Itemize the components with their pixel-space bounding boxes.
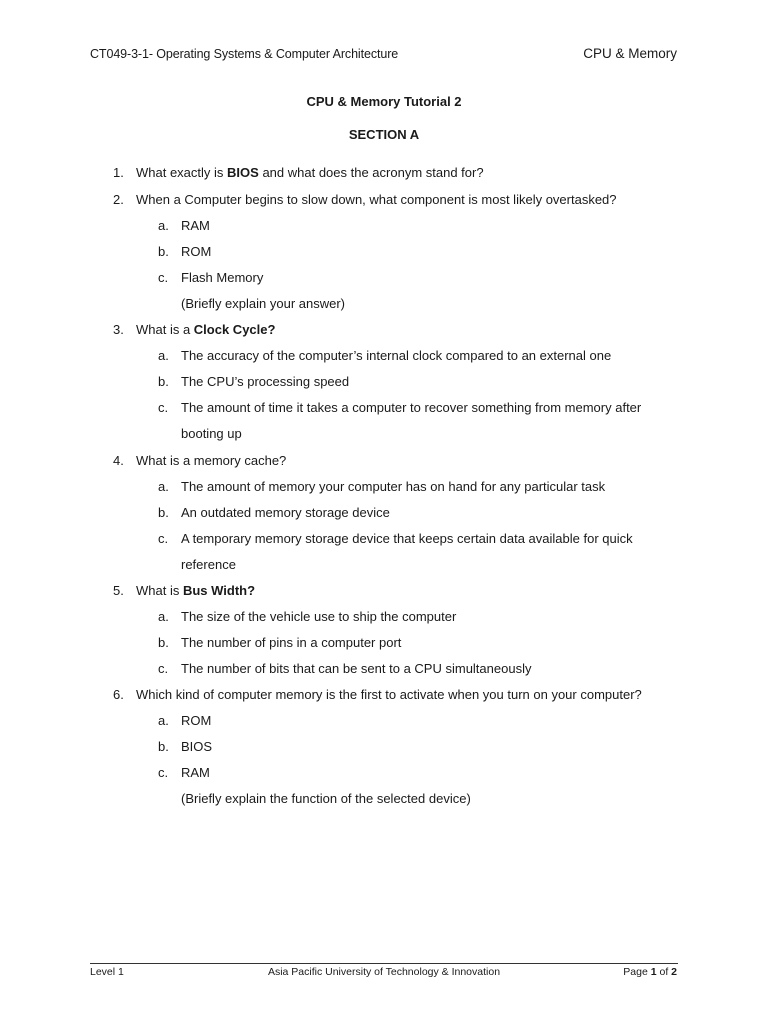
section-title: SECTION A [348,127,420,142]
question-number: 4. [113,453,124,468]
option-letter: a. [158,348,169,363]
option-text: The amount of time it takes a computer to recover something from memory after [181,400,642,415]
option-letter: c. [158,270,169,285]
option-letter: a. [158,218,169,233]
question-note: (Briefly explain your answer) [181,296,346,311]
option-text: The amount of memory your computer has on hand for any particular task [181,479,606,494]
header-course: CT049-3-1- Operating Systems & Computer Architecture [90,47,399,61]
footer-page-number: Page 1 of 2 [623,966,677,978]
question-text: When a Computer begins to slow down, what component is most likely overtasked? [136,192,617,207]
question-text: What is a Clock Cycle? [136,322,276,337]
question-note: (Briefly explain the function of the selected device) [181,791,471,806]
tutorial-title: CPU & Memory Tutorial 2 [306,94,462,109]
option-letter: c. [158,400,169,415]
option-text: The CPU’s processing speed [181,374,350,389]
option-text: The accuracy of the computer’s internal clock compared to an external one [181,348,612,363]
question-text: What is a memory cache? [136,453,287,468]
question-number: 5. [113,583,124,598]
option-text: A temporary memory storage device that keeps certain data available for quick [181,531,633,546]
question-number: 6. [113,687,124,702]
option-text: The number of pins in a computer port [181,635,402,650]
option-letter: b. [158,244,169,259]
option-text: ROM [181,244,212,259]
option-letter: a. [158,479,169,494]
option-text: Flash Memory [181,270,264,285]
option-letter: c. [158,765,169,780]
question-text: What exactly is BIOS and what does the acronym stand for? [136,165,484,180]
question-number: 3. [113,322,124,337]
option-letter: b. [158,635,169,650]
option-letter: a. [158,713,169,728]
question-number: 2. [113,192,124,207]
option-letter: b. [158,505,169,520]
footer-level: Level 1 [90,966,124,978]
option-letter: a. [158,609,169,624]
option-letter: c. [158,661,169,676]
option-text: An outdated memory storage device [181,505,390,520]
option-text: The number of bits that can be sent to a CPU simultaneously [181,661,532,676]
option-letter: c. [158,531,169,546]
footer-institution: Asia Pacific University of Technology & Innovation [267,966,501,978]
option-text-continued: booting up [181,426,242,441]
option-letter: b. [158,374,169,389]
option-text: RAM [181,218,210,233]
option-letter: b. [158,739,169,754]
question-number: 1. [113,165,124,180]
option-text: ROM [181,713,212,728]
question-text: What is Bus Width? [136,583,256,598]
option-text-continued: reference [181,557,236,572]
option-text: BIOS [181,739,213,754]
question-text: Which kind of computer memory is the first to activate when you turn on your computer? [136,687,642,702]
footer-divider [90,963,678,964]
option-text: The size of the vehicle use to ship the computer [181,609,457,624]
option-text: RAM [181,765,210,780]
header-topic: CPU & Memory [583,46,677,61]
